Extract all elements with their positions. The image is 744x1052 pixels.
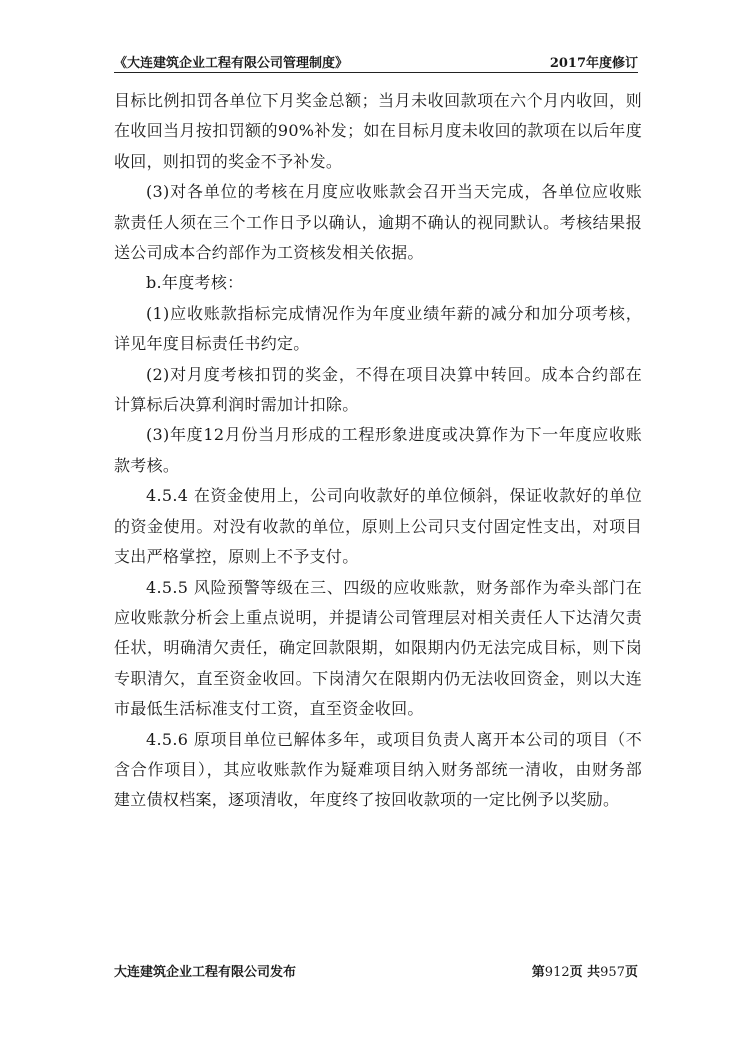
page-header — [114, 50, 638, 73]
document-body — [114, 86, 642, 816]
paragraph: 4.5.4 在资金使用上，公司向收款好的单位倾斜，保证收款好的单位的资金使用。对没有收款的单位，原则上公司只支付固定性支出，对项目支出严格掌控，原则上不予支付。 — [114, 486, 642, 567]
page-number — [532, 961, 638, 980]
page-mid: 页 共 — [569, 965, 601, 980]
header-revision: 2017年度修订 — [549, 56, 638, 71]
page-footer — [114, 961, 638, 981]
header-document-title: 《大连建筑企业工程有限公司管理制度》 — [114, 56, 349, 71]
page-suffix: 页 — [624, 965, 638, 980]
paragraph: 目标比例扣罚各单位下月奖金总额；当月未收回款项在六个月内收回，则在收回当月按扣罚额的90%补发；如在目标月度未收回的款项在以后年度收回，则扣罚的奖金不予补发。 — [114, 91, 642, 171]
paragraph: (3)年度12月份当月形成的工程形象进度或决算作为下一年度应收账款考核。 — [114, 425, 642, 475]
paragraph: (3)对各单位的考核在月度应收账款会召开当天完成，各单位应收账款责任人须在三个工作日予以确认，逾期不确认的视同默认。考核结果报送公司成本合约部作为工资核发相关依据。 — [114, 182, 642, 263]
paragraph: 4.5.6 原项目单位已解体多年，或项目负责人离开本公司的项目（不含合作项目），其应收账款作为疑难项目纳入财务部统一清收，由财务部建立债权档案，逐项清收，年度终了按回收款项的一定比例予以奖励。 — [114, 729, 642, 810]
page-prefix: 第 — [531, 965, 545, 980]
footer-publisher: 大连建筑企业工程有限公司发布 — [114, 965, 297, 980]
paragraph: 4.5.5 风险预警等级在三、四级的应收账款，财务部作为牵头部门在应收账款分析会上重点说明，并提请公司管理层对相关责任人下达清欠责任状，明确清欠责任，确定回款限期，如限期内仍无法完成目标，则下岗专职清欠，直至资金收回。下岗清欠在限期内仍无法收回资金，则以大连市最低生活标准支付工资，直至资金收回。 — [114, 577, 642, 719]
paragraph: (2)对月度考核扣罚的奖金，不得在项目决算中转回。成本合约部在计算标后决算利润时需加计扣除。 — [114, 364, 642, 415]
page-total: 957 — [600, 965, 625, 980]
paragraph: b.年度考核： — [146, 273, 244, 293]
page-current: 912 — [544, 965, 570, 980]
paragraph: (1)应收账款指标完成情况作为年度业绩年薪的减分和加分项考核，详见年度目标责任书约定。 — [114, 303, 642, 354]
